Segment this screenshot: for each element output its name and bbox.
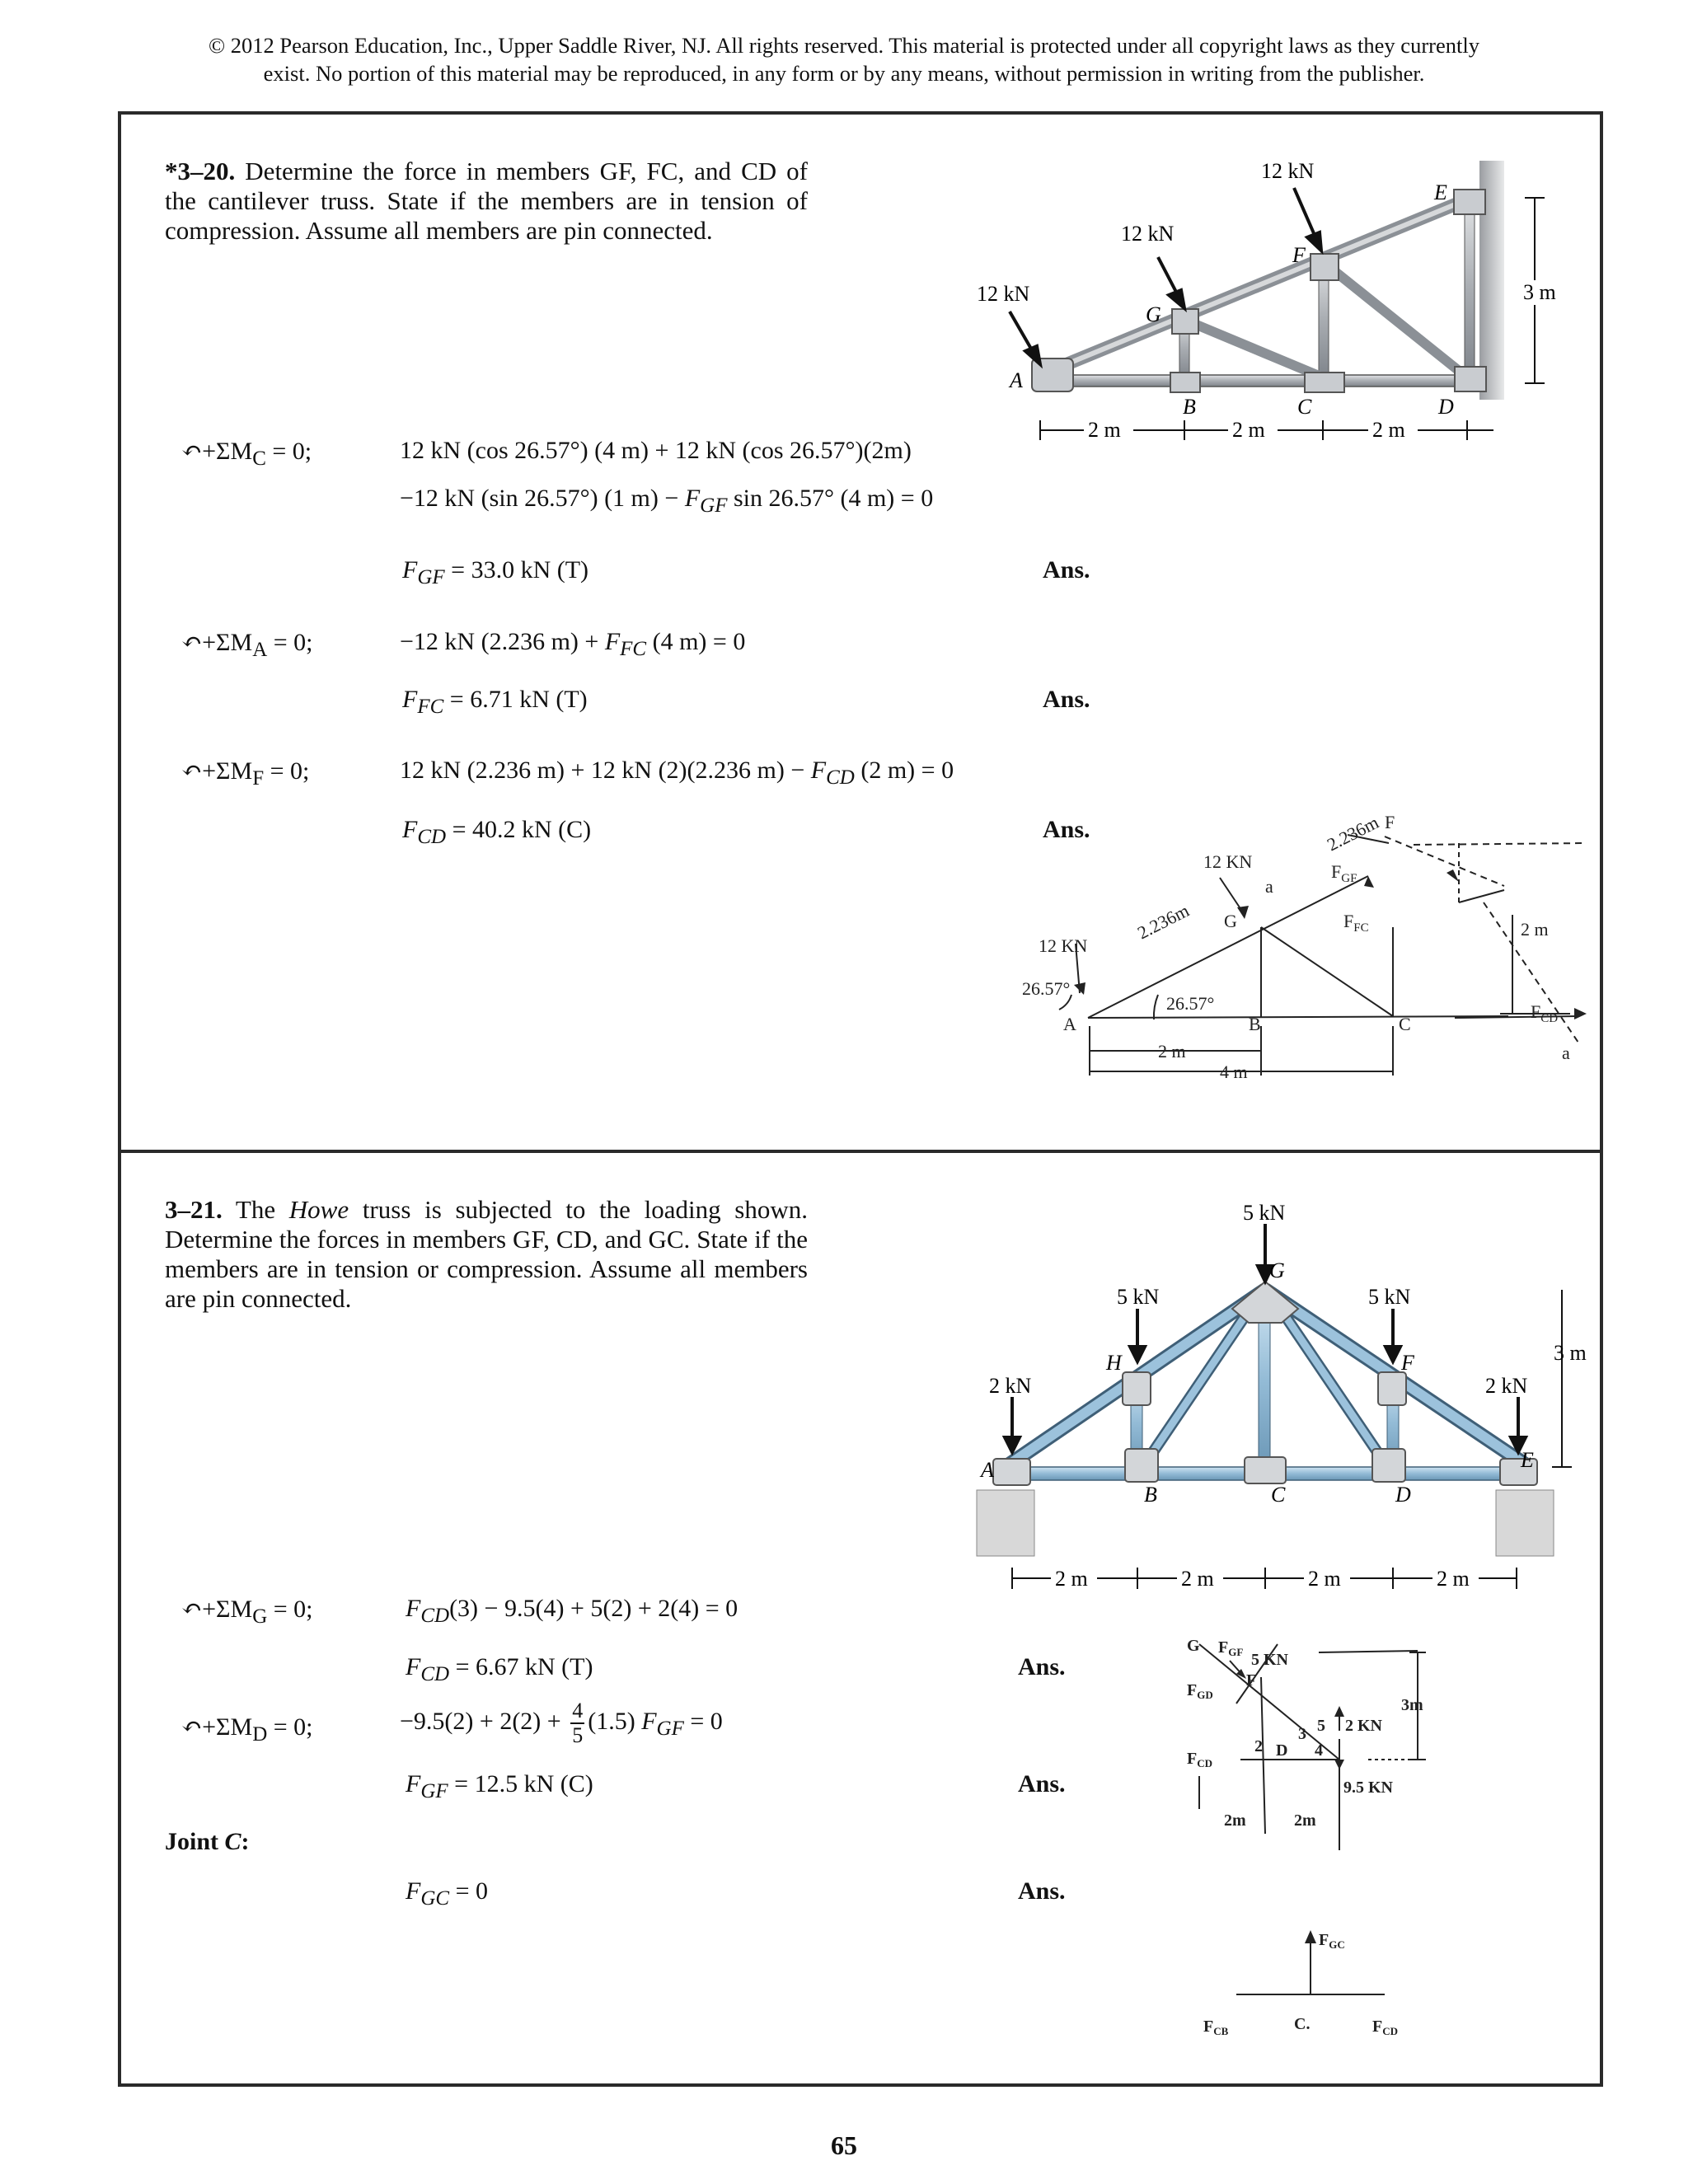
sketch-label-3m: 3m <box>1401 1696 1423 1714</box>
span-label-2: 2 m <box>1181 1567 1214 1591</box>
truss-name: Howe <box>288 1195 349 1224</box>
problem-3-20-statement <box>165 157 808 246</box>
result-fgf: $F_{GF} = 33.0$ kN (T) <box>402 556 589 588</box>
gusset-b <box>1125 1449 1158 1482</box>
joint-label-g: G <box>1146 302 1161 326</box>
result-fgc: $F_{GC} = 0$ <box>406 1877 488 1910</box>
gusset-d <box>1372 1449 1405 1482</box>
member-ed <box>1465 198 1475 379</box>
eq-moment-c-line2: −12 kN (sin 26.57°) (1 $m) - F_{GF}$ sin 26.57° (4 m) = 0 <box>400 485 934 517</box>
howe-truss-figure <box>948 1187 1607 1607</box>
joint-label-e: E <box>1521 1448 1534 1472</box>
joint-c-fcd: $F_{CD}$ <box>1372 2018 1398 2037</box>
eq-moment-a-label: $↶+\Sigma M_A = 0$; <box>181 629 313 661</box>
joint-label-g: G <box>1269 1258 1285 1282</box>
load-label-e: 2 kN <box>1485 1374 1528 1398</box>
joint-label-c: C <box>1271 1483 1286 1507</box>
gusset-f <box>1311 254 1339 280</box>
sketch-label-9-5kn: 9.5 KN <box>1343 1779 1393 1797</box>
eq-moment-g-label: $↶+\Sigma M_G = 0$; <box>181 1596 313 1628</box>
sketch-point-g: G <box>1224 911 1237 931</box>
eq-moment-f: 12 kN (2.236 m) + 12 kN (2)(2.236 $m) - F_{CD}$ (2 m) = 0 <box>400 757 954 789</box>
joint-label-f: F <box>1401 1351 1414 1375</box>
member-gc <box>1189 321 1323 377</box>
sketch-label-fgd: $F_{GD}$ <box>1187 1681 1213 1701</box>
gusset-g <box>1232 1282 1298 1323</box>
joint-c-sketch <box>1195 1920 1442 2044</box>
eq-moment-c-line1: 12 kN (cos 26.57°) (4 m) + 12 kN (cos 26.57°)(2m) <box>400 437 912 464</box>
joint-label-h: H <box>1106 1351 1122 1375</box>
joint-label-a: A <box>981 1458 994 1482</box>
eq-moment-g: $F_{CD}(3) - 9.5(4) + 5(2) + 2(4) = 0$ <box>406 1595 738 1627</box>
joint-c-heading: Joint C: <box>165 1828 250 1855</box>
joint-label-a: A <box>1010 368 1023 392</box>
copyright-notice <box>0 31 1688 87</box>
gusset-c <box>1245 1457 1286 1483</box>
support-e <box>1496 1490 1554 1556</box>
eq-moment-d-label: $↶+\Sigma M_D = 0$; <box>181 1713 313 1746</box>
span-label-3: 2 m <box>1372 418 1405 442</box>
load-arrow-f <box>1294 188 1316 239</box>
problem-statement: truss is subjected to the loading shown. Determine the forces in members GF, CD, and GC. State if the members are in tension or compression. Assume all members are pin connected. <box>165 1195 808 1313</box>
sketch-label-2kn: 2 KN <box>1345 1717 1382 1735</box>
cantilever-truss-figure <box>948 148 1574 453</box>
gusset-a <box>993 1459 1030 1485</box>
gusset-d <box>1455 367 1486 391</box>
copyright-line-1: © 2012 Pearson Education, Inc., Upper Saddle River, NJ. All rights reserved. This material is protected under all copyright laws as they currently <box>209 33 1479 58</box>
sketch-point-f: F <box>1385 812 1395 832</box>
ans-fgc: Ans. <box>1018 1877 1066 1905</box>
sketch-length-4: 4 m <box>1220 1062 1248 1082</box>
gusset-b <box>1170 373 1200 392</box>
problem-statement: Determine the force in members GF, FC, and CD of the cantilever truss. State if the members are in tension of compression. Assume all members are pin connected. <box>165 157 808 245</box>
result-fcd: $F_{CD} = 40.2$ kN (C) <box>402 816 592 848</box>
sketch-length-2: 2.236m <box>1323 811 1382 855</box>
load-label-a: 2 kN <box>989 1374 1032 1398</box>
copyright-line-2: exist. No portion of this material may be reproduced, in any form or by any means, without permission in writing from the publisher. <box>263 61 1425 86</box>
sketch-length-3: 2 m <box>1158 1041 1186 1062</box>
free-body-sketch-3-21 <box>1154 1628 1467 1850</box>
sketch-section-a1: a <box>1265 876 1273 897</box>
sketch-point-c: C <box>1399 1014 1411 1034</box>
load-label-f: 5 kN <box>1368 1285 1411 1309</box>
problem-3-21-statement: 3–21. The Howe truss is subjected to the loading shown. Determine the forces in members GF, CD, and GC. State if the members are in tension or compression. Assume all members are pin connected. <box>165 1195 808 1313</box>
sketch-length-5: 2 m <box>1521 919 1549 940</box>
joint-label-d: D <box>1395 1483 1411 1507</box>
sketch-label-5: 5 <box>1317 1717 1325 1735</box>
sketch-point-b: B <box>1249 1014 1261 1034</box>
joint-label-f: F <box>1292 243 1306 267</box>
bottom-chord <box>1043 375 1479 387</box>
free-body-sketch-3-20 <box>1010 804 1587 1166</box>
span-label-1: 2 m <box>1088 418 1121 442</box>
result-fgf-2: $F_{GF} = 12.5$ kN (C) <box>406 1770 593 1802</box>
joint-label-c: C <box>1297 395 1312 419</box>
joint-c-fcb: $F_{CB}$ <box>1203 2018 1229 2037</box>
eq-moment-c-label: $↶+\Sigma M_C = 0$; <box>181 438 312 470</box>
gusset-g <box>1172 309 1198 334</box>
joint-c-point: C. <box>1294 2015 1311 2033</box>
eq-moment-a: −12 kN (2.236 $m) + F_{FC}$ (4 m) = 0 <box>400 628 746 660</box>
sketch-label-4: 4 <box>1315 1741 1323 1760</box>
ans-fgf: Ans. <box>1043 556 1090 583</box>
sketch-load-2: 12 KN <box>1039 935 1088 956</box>
sketch-point-a: A <box>1063 1014 1076 1034</box>
problem-number: *3–20. <box>165 157 236 185</box>
sketch-force-fcd: $F_{CD}$ <box>1531 1001 1559 1025</box>
sketch-label-2: 2 <box>1254 1737 1263 1755</box>
eq-moment-d: −9.5(2) + 2(2) + $\frac{4}{5}$ (1.5) $F_{GF} = 0$ <box>400 1699 723 1747</box>
sketch-angle-1: 26.57° <box>1022 978 1071 999</box>
joint-c-fgc: $F_{GC}$ <box>1319 1931 1345 1951</box>
sketch-label-5kn: 5 KN <box>1251 1651 1288 1669</box>
height-label: 3 m <box>1523 280 1556 304</box>
sketch-angle-2: 26.57° <box>1166 993 1215 1014</box>
gusset-f <box>1378 1372 1406 1405</box>
span-label-4: 2 m <box>1437 1567 1470 1591</box>
span-label-3: 2 m <box>1308 1567 1341 1591</box>
ans-fcd: Ans. <box>1043 816 1090 843</box>
sketch-force-fgf: $F_{GF}$ <box>1331 861 1357 885</box>
ans-fgf-2: Ans. <box>1018 1770 1066 1797</box>
joint-label-d: D <box>1438 395 1454 419</box>
page-number: 65 <box>831 2130 857 2160</box>
span-label-2: 2 m <box>1232 418 1265 442</box>
member-fd <box>1325 264 1467 377</box>
sketch-load-1: 12 KN <box>1203 851 1253 872</box>
joint-label-e: E <box>1434 180 1447 204</box>
sketch-length-1: 2.236m <box>1133 899 1193 944</box>
fraction: $\frac{4}{5}$ <box>572 1699 584 1747</box>
sketch-label-f: F <box>1246 1671 1257 1690</box>
gusset-e <box>1454 190 1485 214</box>
eq-moment-f-label: $↶+\Sigma M_F = 0$; <box>181 757 310 790</box>
load-label-g: 12 kN <box>1121 222 1175 246</box>
sketch-label-2m-b: 2m <box>1294 1811 1316 1830</box>
load-label-h: 5 kN <box>1117 1285 1160 1309</box>
support-a <box>977 1490 1034 1556</box>
gusset-h <box>1123 1372 1151 1405</box>
problem-number: 3–21. <box>165 1195 223 1224</box>
ans-ffc: Ans. <box>1043 686 1090 713</box>
sketch-label-3: 3 <box>1298 1725 1306 1743</box>
result-fcd-2: $F_{CD} = 6.67$ kN (T) <box>406 1653 593 1685</box>
span-label-1: 2 m <box>1055 1567 1088 1591</box>
load-label-a: 12 kN <box>977 282 1030 306</box>
joint-label-b: B <box>1144 1483 1157 1507</box>
sketch-label-d: D <box>1276 1741 1288 1760</box>
sketch-label-fgf: $F_{GF}$ <box>1218 1638 1244 1658</box>
sketch-force-ffc: $F_{FC}$ <box>1343 911 1369 935</box>
sketch-label-g: G <box>1187 1637 1200 1655</box>
result-ffc: $F_{FC} = 6.71$ kN (T) <box>402 686 588 718</box>
load-label-f: 12 kN <box>1261 159 1315 183</box>
sketch-label-2m-a: 2m <box>1224 1811 1246 1830</box>
height-label: 3 m <box>1554 1341 1587 1365</box>
load-label-g: 5 kN <box>1243 1201 1286 1225</box>
joint-label-b: B <box>1183 395 1196 419</box>
sketch-label-fcd: $F_{CD}$ <box>1187 1750 1212 1769</box>
ans-fcd-2: Ans. <box>1018 1653 1066 1680</box>
sketch-section-a2: a <box>1562 1043 1570 1063</box>
gusset-c <box>1305 373 1344 392</box>
